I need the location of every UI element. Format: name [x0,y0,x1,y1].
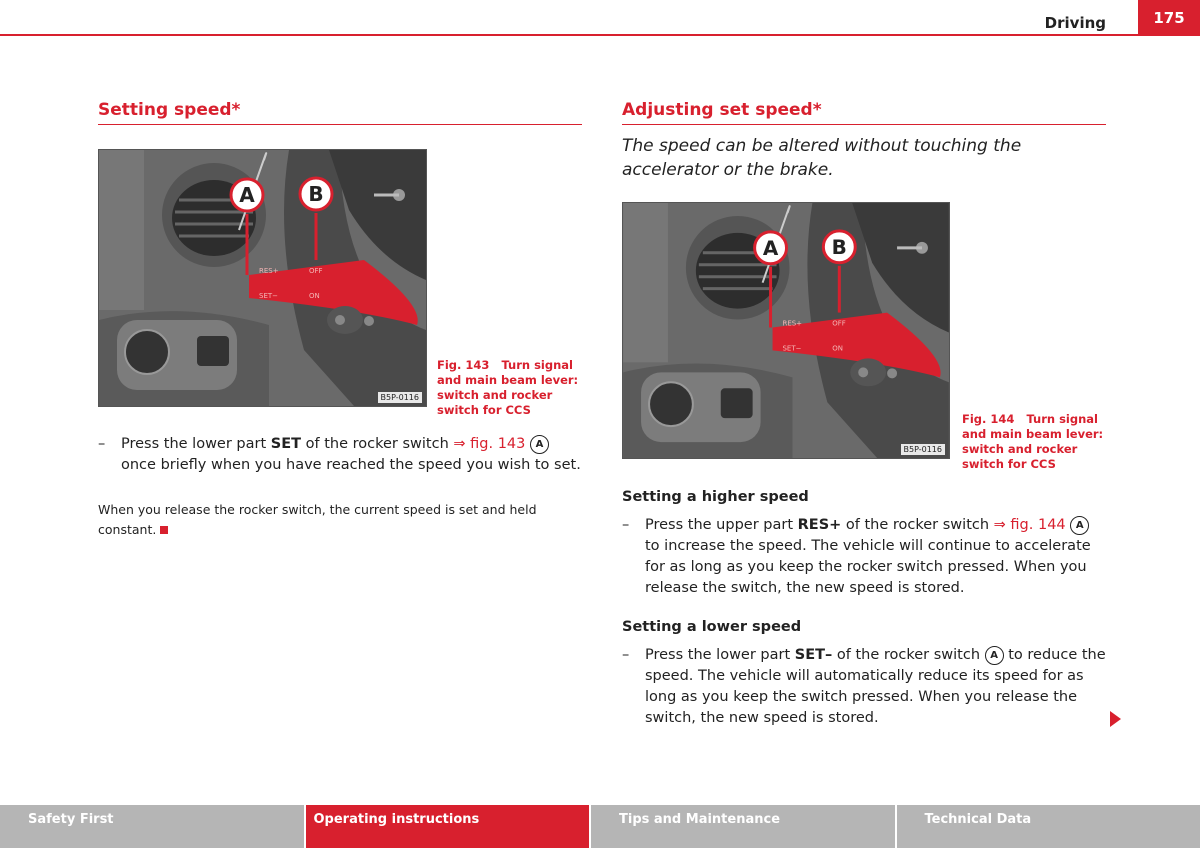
step-text-mid: of the rocker switch [301,436,454,452]
step-dash: – [622,647,630,663]
figure-code: B5P-0116 [901,444,945,455]
switch-on-text: ON [832,344,844,353]
subheading-lower-speed: Setting a lower speed [622,619,802,635]
figure-144-number: Fig. 144 [962,412,1015,426]
switch-set-text: SET− [782,344,802,353]
figure-143-number: Fig. 143 [437,358,490,372]
figure-143-text: Turn signal and main beam lever: switch and rocker switch for CCS [437,358,579,417]
page-number: 175 [1138,0,1200,36]
figure-144-image [622,202,950,459]
figure-143-caption [437,358,587,418]
switch-on-text: ON [309,292,320,300]
step-text-post: to increase the speed. The vehicle will continue to accelerate for as long as you keep the rocker switch pressed. When you release the switch, the new speed is stored. [645,538,1091,596]
step-lower-speed [622,645,1107,729]
step-text-mid: of the rocker switch [832,647,985,663]
step-dash: – [98,436,106,452]
footer-tab-tips-maintenance[interactable]: Tips and Maintenance [591,805,897,848]
label-a-marker: A [762,236,779,260]
figure-reference-link[interactable]: ⇒ fig. 144 [993,517,1066,533]
step-text-bold: SET [270,436,302,452]
section-title-setting-speed: Setting speed* [98,100,582,125]
label-a-reference: A [1070,516,1089,535]
switch-res-text: RES+ [782,319,803,328]
header-rule [0,34,1200,36]
switch-res-text: RES+ [259,267,279,275]
switch-off-text: OFF [832,319,846,328]
step-higher-speed [622,515,1107,599]
step-text-post: once briefly when you have reached the speed you wish to set. [121,457,581,473]
footer-tab-safety-first[interactable]: Safety First [0,805,306,848]
switch-set-text: SET− [259,292,279,300]
steering-lever-illustration [99,150,426,406]
figure-reference-link[interactable]: ⇒ fig. 143 [453,436,526,452]
header-section-title: Driving [1044,14,1106,32]
note-release-switch [98,500,558,540]
step-text-bold: RES+ [797,517,842,533]
label-b-marker: B [831,235,847,259]
note-text: When you release the rocker switch, the current speed is set and held constant. [98,502,537,537]
subheading-higher-speed: Setting a higher speed [622,489,809,505]
label-a-reference: A [530,435,549,454]
section-lead-text: The speed can be altered without touching the accelerator or the brake. [622,136,1022,180]
step-text-pre: Press the upper part [645,517,798,533]
figure-144-caption [962,412,1112,472]
steering-lever-illustration [623,203,949,458]
step-text-bold: SET– [794,647,833,663]
label-a-marker: A [239,183,255,207]
step-text-mid: of the rocker switch [841,517,994,533]
figure-144-text: Turn signal and main beam lever: switch and rocker switch for CCS [962,412,1104,471]
label-a-reference: A [985,646,1004,665]
switch-off-text: OFF [309,267,323,275]
end-of-section-marker [160,526,168,534]
footer-tab-technical-data[interactable]: Technical Data [897,805,1200,848]
footer-tab-operating-instructions[interactable]: Operating instructions [306,805,592,848]
step-text-pre: Press the lower part [121,436,271,452]
section-title-adjusting-speed: Adjusting set speed* [622,100,1106,125]
figure-code: B5P-0116 [378,392,422,403]
continue-arrow-icon[interactable] [1110,711,1121,727]
figure-143-image [98,149,427,407]
step-dash: – [622,517,630,533]
step-set-speed [98,434,585,476]
step-text-post: to reduce the speed. The vehicle will automatically reduce its speed for as long as you keep the switch pressed. When you release the switch, the new speed is stored. [645,647,1106,726]
footer-nav [0,805,1200,848]
label-b-marker: B [308,182,324,206]
step-text-pre: Press the lower part [645,647,795,663]
